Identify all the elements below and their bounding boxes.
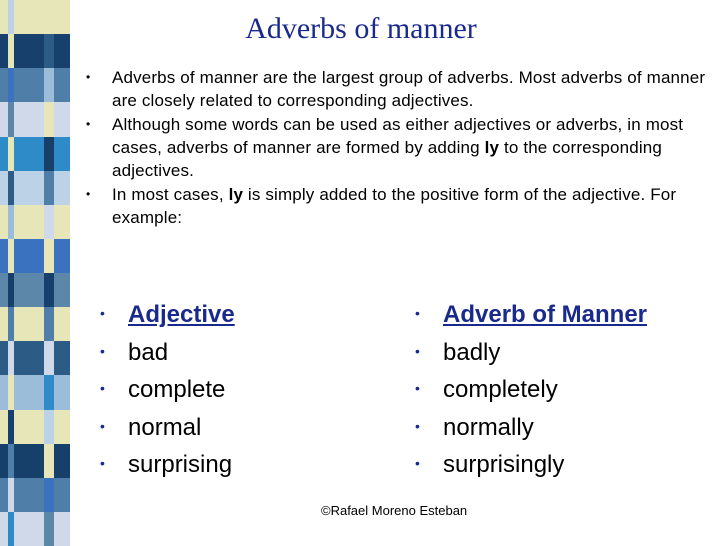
sidebar-tile — [0, 444, 70, 479]
adverb-item: • normally — [415, 411, 647, 449]
sidebar-tile — [0, 307, 70, 342]
sidebar-stripe — [8, 341, 14, 376]
bullet-item-3 — [80, 183, 710, 229]
adverb-column — [415, 298, 647, 486]
adverb-header: • Adverb of Manner — [415, 298, 647, 336]
sidebar-tile — [0, 137, 70, 172]
bullet-icon: • — [100, 380, 105, 396]
sidebar-stripe — [44, 512, 54, 546]
bullet-icon: • — [415, 342, 420, 359]
sidebar-stripe — [44, 478, 54, 513]
bullet-text: In most cases, — [112, 185, 229, 204]
bullet-icon: • — [100, 305, 105, 321]
sidebar-stripe — [8, 410, 14, 445]
bullet-icon: • — [100, 455, 105, 471]
sidebar-stripe — [8, 137, 14, 172]
sidebar-tile — [0, 273, 70, 308]
bullet-text: Adverbs of manner are the largest group of adverbs. Most adverbs of manner are closely related to corresponding adjectives. — [112, 68, 706, 110]
sidebar-stripe — [44, 102, 54, 137]
copyright-footer: ©Rafael Moreno Esteban — [321, 503, 468, 518]
bullet-icon: • — [415, 455, 420, 471]
sidebar-stripe — [44, 307, 54, 342]
sidebar-stripe — [8, 307, 14, 342]
adverb-item: • surprisingly — [415, 448, 647, 486]
sidebar-stripe — [44, 68, 54, 103]
suffix-bold: ly — [228, 185, 244, 204]
sidebar-tile — [0, 68, 70, 103]
sidebar-stripe — [44, 137, 54, 172]
bullet-icon: • — [100, 417, 105, 434]
adverb-item: • badly — [415, 336, 647, 374]
adjective-column — [100, 298, 235, 486]
sidebar-stripe — [8, 171, 14, 206]
sidebar-stripe — [44, 410, 54, 445]
sidebar-tile — [0, 478, 70, 513]
bullet-icon: • — [415, 417, 420, 434]
adjective-item: • normal — [100, 411, 235, 449]
sidebar-stripe — [44, 273, 54, 308]
sidebar-stripe — [8, 273, 14, 308]
bullet-item-2 — [80, 113, 710, 182]
sidebar-stripe — [8, 375, 14, 410]
slide-title: Adverbs of manner — [245, 12, 477, 45]
bullet-item-1 — [80, 66, 710, 112]
bullet-icon: • — [86, 187, 91, 201]
sidebar-tile — [0, 375, 70, 410]
bullet-icon: • — [415, 380, 420, 396]
bullet-text: Although some words can be used as either adjectives or adverbs, in most cases, adverbs of manner are formed by adding — [112, 115, 684, 157]
adverb-item: • completely — [415, 373, 647, 411]
sidebar-stripe — [8, 444, 14, 479]
sidebar-tile — [0, 410, 70, 445]
adjective-header: • Adjective — [100, 298, 235, 336]
decorative-sidebar — [0, 0, 70, 546]
sidebar-stripe — [44, 171, 54, 206]
sidebar-stripe — [8, 68, 14, 103]
sidebar-tile — [0, 239, 70, 274]
bullet-text: is simply added to the positive form of the adjective. For example: — [112, 185, 677, 227]
sidebar-stripe — [44, 205, 54, 240]
sidebar-tile — [0, 102, 70, 137]
bullet-icon: • — [415, 305, 420, 321]
bullet-list — [80, 66, 710, 230]
sidebar-stripe — [8, 102, 14, 137]
adjective-item: • complete — [100, 373, 235, 411]
sidebar-stripe — [8, 512, 14, 546]
bullet-icon: • — [86, 70, 91, 84]
sidebar-tile — [0, 341, 70, 376]
sidebar-stripe — [44, 239, 54, 274]
adjective-item: • surprising — [100, 448, 235, 486]
adjective-item: • bad — [100, 336, 235, 374]
sidebar-stripe — [8, 205, 14, 240]
bullet-text: to the corresponding adjectives. — [112, 138, 662, 180]
sidebar-tile — [0, 512, 70, 546]
suffix-bold: ly — [484, 138, 500, 157]
sidebar-stripe — [44, 375, 54, 410]
sidebar-stripe — [44, 341, 54, 376]
sidebar-stripe — [44, 444, 54, 479]
sidebar-stripe — [8, 239, 14, 274]
bullet-icon: • — [100, 342, 105, 359]
sidebar-tile — [0, 205, 70, 240]
sidebar-tile — [0, 171, 70, 206]
sidebar-stripe — [8, 478, 14, 513]
bullet-icon: • — [86, 117, 91, 131]
